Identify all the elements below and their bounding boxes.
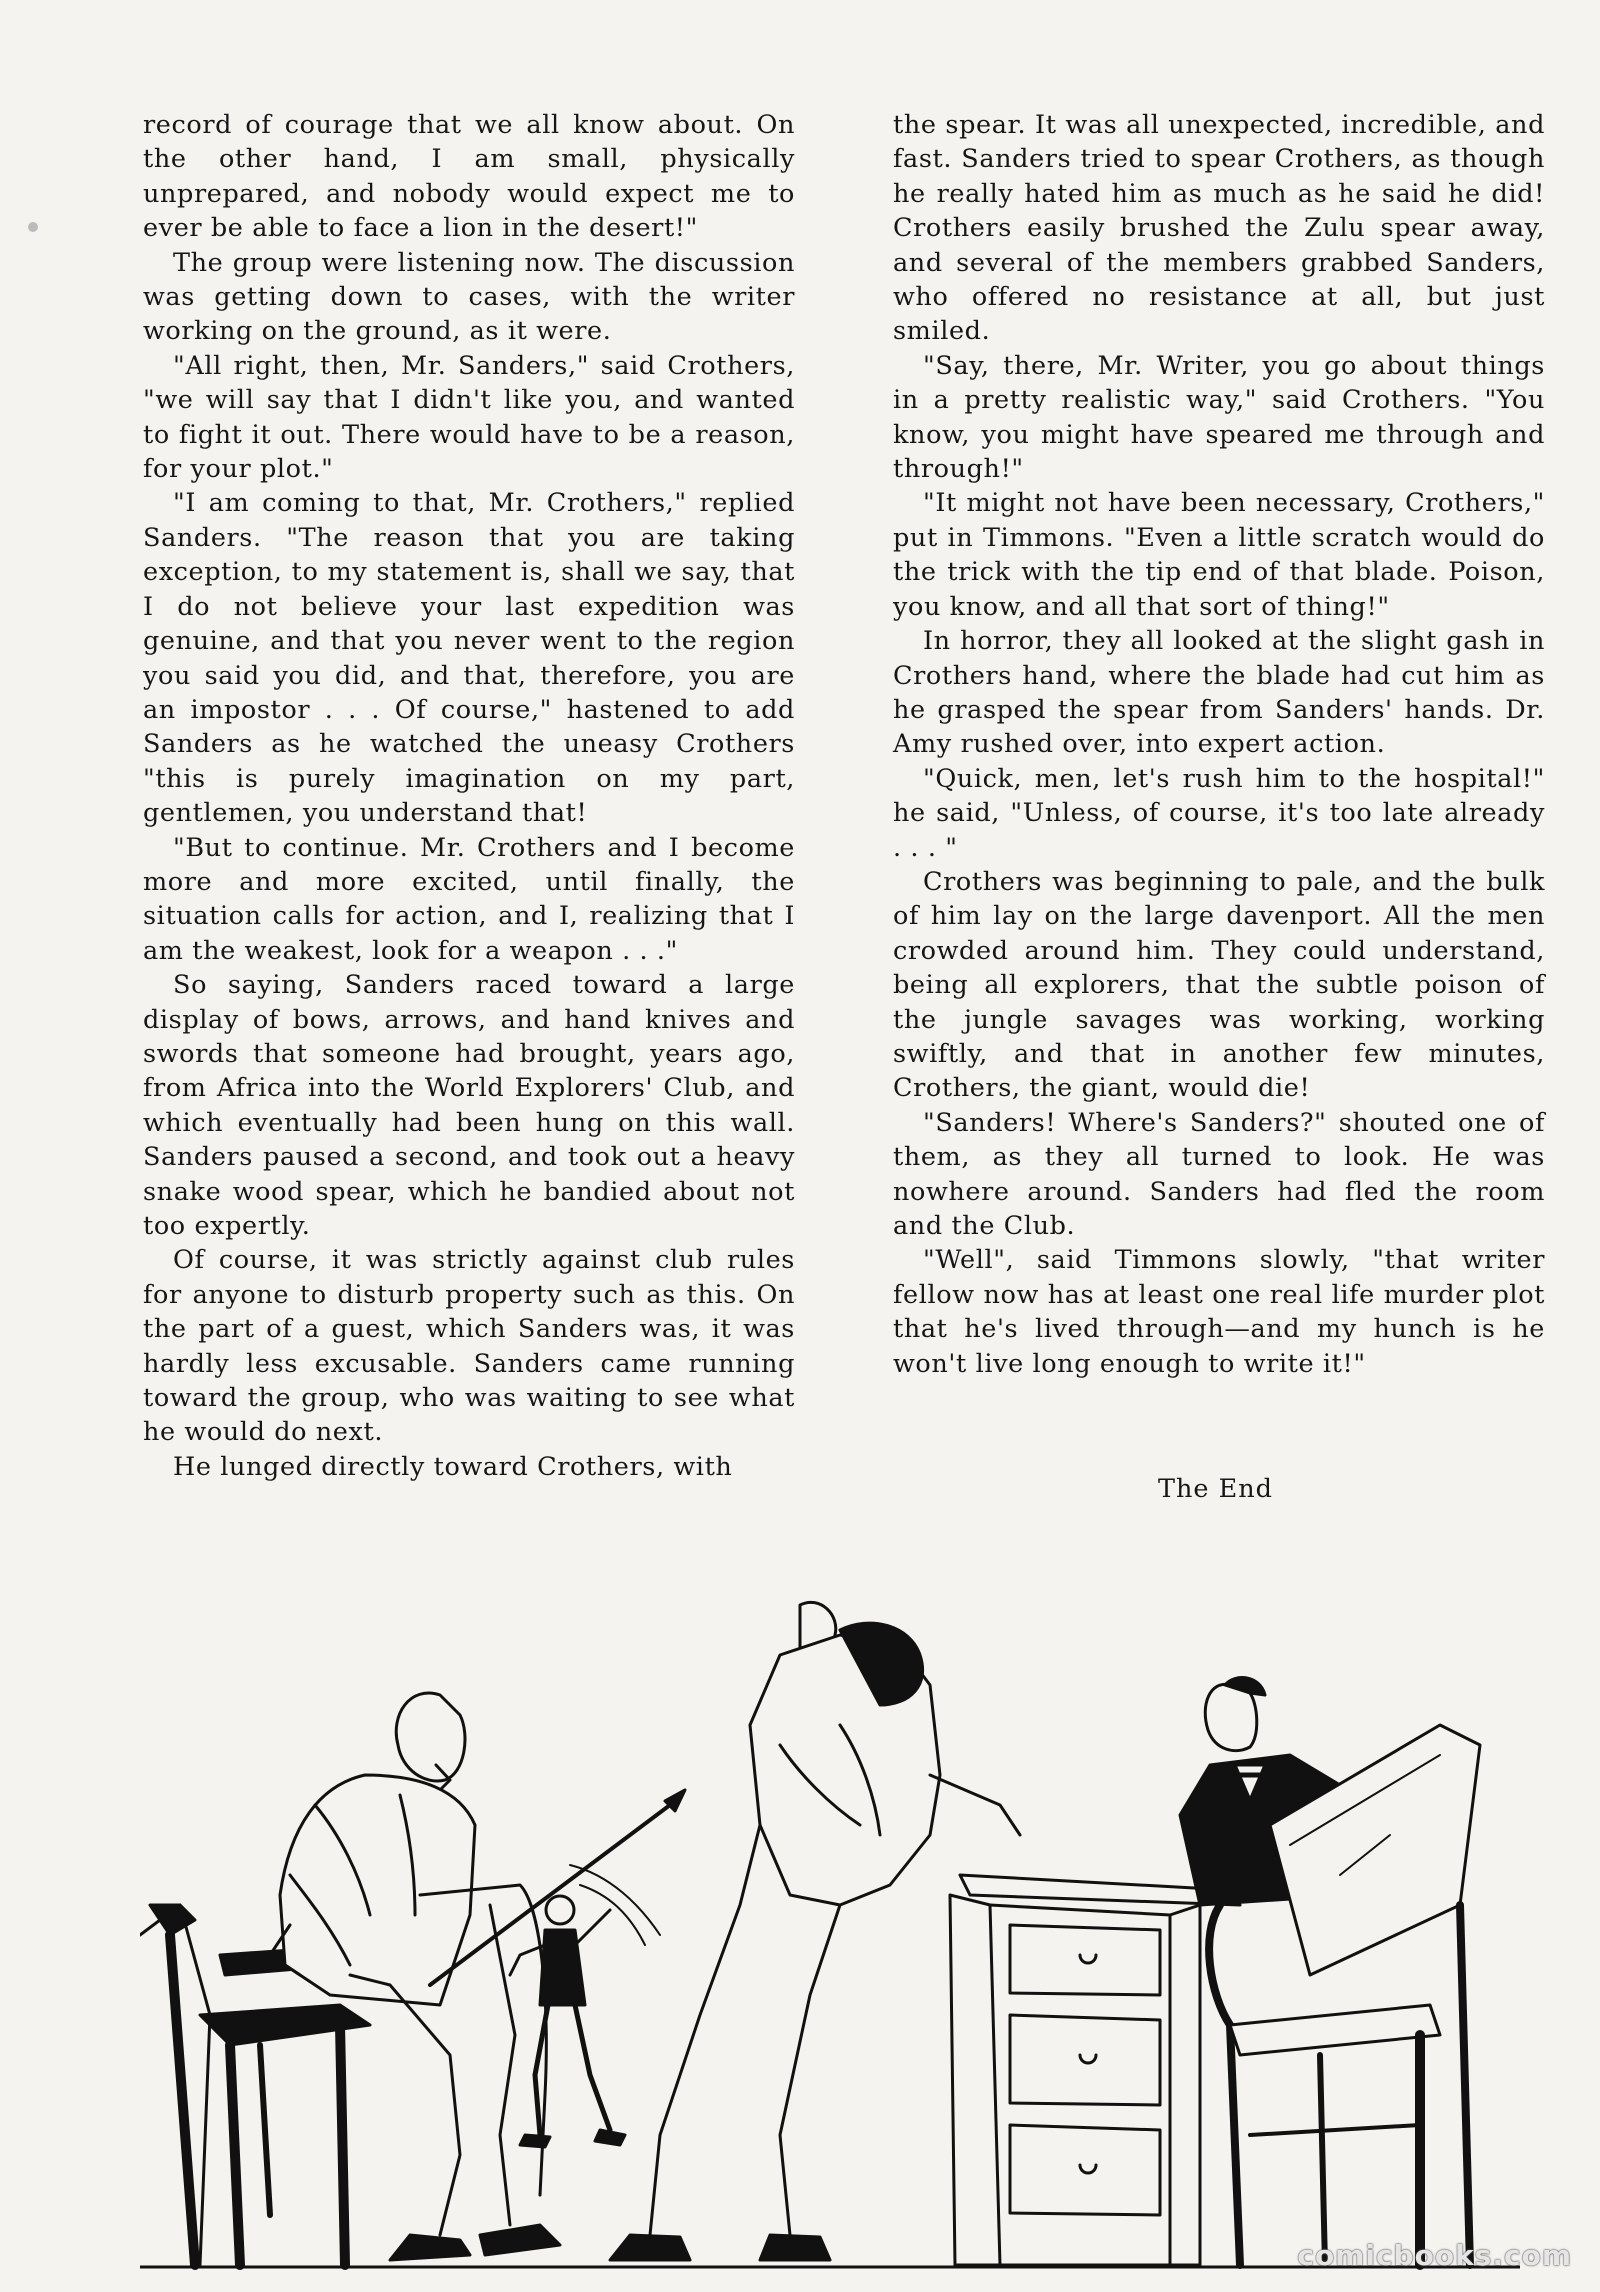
paragraph: The group were listening now. The discussion was getting down to cases, with the writer working on the ground, as it were.: [143, 247, 795, 347]
right-text-column: [893, 108, 1545, 1381]
paragraph: In horror, they all looked at the slight gash in Crothers hand, where the blade had cut him as he grasped the spear from Sanders' hands. Dr. Amy rushed over, into expert action.: [893, 626, 1545, 760]
seated-bald-man: [270, 1693, 560, 2260]
paragraph: So saying, Sanders raced toward a large display of bows, arrows, and hand knives and swords that someone had brought, years ago, from Africa into the World Explorers' Club, and which eventually had been hung on this wall. Sanders paused a second, and took out a heavy snake wood spear, which he bandied about not too expertly.: [143, 970, 795, 1241]
the-end-label: The End: [1158, 1474, 1273, 1504]
desk: [950, 1875, 1240, 2265]
paragraph: "Say, there, Mr. Writer, you go about things in a pretty realistic way," said Crothers. "You know, you might have speared me through and through!": [893, 350, 1545, 485]
paragraph: "Quick, men, let's rush him to the hospital!" he said, "Unless, of course, it's too late already . . . ": [893, 763, 1545, 863]
story-illustration: [140, 1575, 1520, 2275]
left-text-column: [143, 108, 795, 1484]
paragraph: "It might not have been necessary, Crothers," put in Timmons. "Even a little scratch would do the trick with the tip end of that blade. Poison, you know, and all that sort of thing!": [893, 488, 1545, 622]
paragraph: He lunged directly toward Crothers, with: [173, 1451, 733, 1482]
paragraph: "But to continue. Mr. Crothers and I become more and more excited, until finally, the situation calls for action, and I, realizing that I am the weakest, look for a weapon . . .": [143, 832, 795, 966]
paragraph: "I am coming to that, Mr. Crothers," replied Sanders. "The reason that you are taking exception, to my statement is, shall we say, that I do not believe your last expedition was genuine, and that you never went to the region you said you did, and that, therefore, you are an impostor . . . Of course," hastened to add Sanders as he watched the uneasy Crothers "this is purely imagination on my part, gentlemen, you understand that!: [143, 488, 795, 829]
paragraph: "Well", said Timmons slowly, "that writer fellow now has at least one real life murder plot that he's lived through—and my hunch is he won't live long enough to write it!": [893, 1245, 1545, 1379]
paragraph: Of course, it was strictly against club rules for anyone to disturb property such as this. On the part of a guest, which Sanders was, it was hardly less excusable. Sanders came running toward the group, who was waiting to see what he would do next.: [143, 1245, 795, 1448]
paragraph: record of courage that we all know about. On the other hand, I am small, physically unprepared, and nobody would expect me to ever be able to face a lion in the desert!": [143, 110, 795, 244]
paragraph: "All right, then, Mr. Sanders," said Crothers, "we will say that I didn't like you, and wanted to fight it out. There would have to be a reason, for your plot.": [143, 350, 795, 485]
paper-speck: [28, 222, 38, 232]
paragraph: the spear. It was all unexpected, incredible, and fast. Sanders tried to spear Crothers, as though he really hated him as much as he said he did! Crothers easily brushed the Zulu spear away, and several of the members grabbed Sanders, who offered no resistance at all, but just smiled.: [893, 110, 1545, 347]
paragraph: Crothers was beginning to pale, and the bulk of him lay on the large davenport. All the men crowded around him. They could understand, being all explorers, that the subtle poison of the jungle savages was working, working swiftly, and that in another few minutes, Crothers, the giant, would die!: [893, 866, 1545, 1104]
paragraph: "Sanders! Where's Sanders?" shouted one of them, as they all turned to look. He was nowhere around. Sanders had fled the room and the Club.: [893, 1107, 1545, 1241]
watermark: comicbooks.com: [1297, 2239, 1572, 2272]
